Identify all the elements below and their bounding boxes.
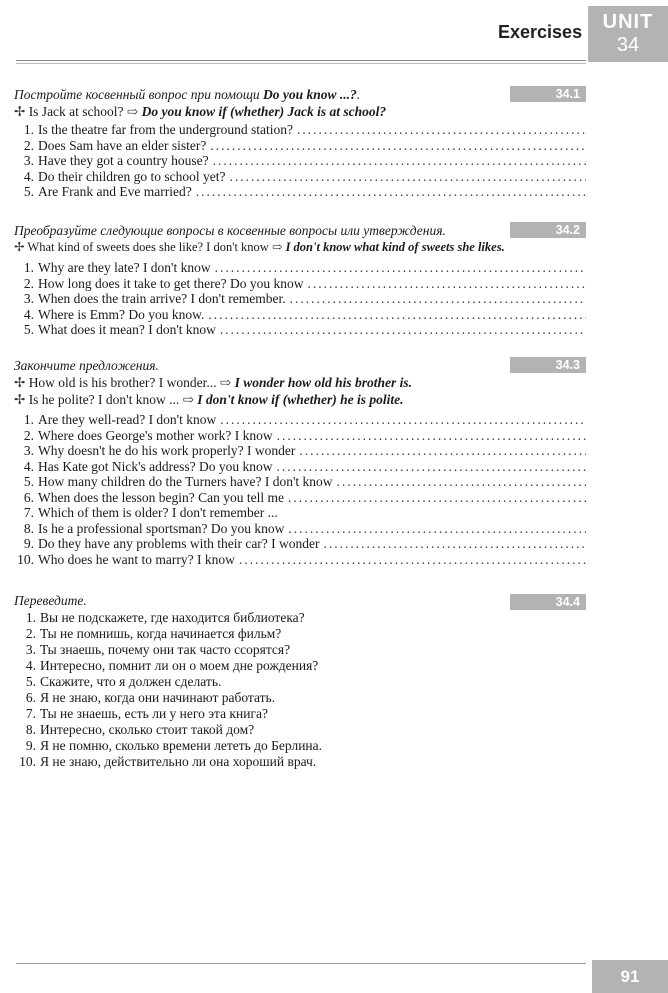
example-line bbox=[14, 374, 586, 391]
answer-line[interactable] bbox=[210, 138, 586, 154]
exercise-item bbox=[14, 642, 586, 658]
exercise-item bbox=[14, 459, 586, 475]
exercise-tag: 34.1 bbox=[510, 86, 586, 102]
item-number: 1. bbox=[25, 610, 36, 625]
item-text: Why doesn't he do his work properly? I wonder bbox=[38, 443, 296, 458]
exercise-item bbox=[14, 722, 586, 738]
exercise-tag: 34.3 bbox=[510, 357, 586, 373]
exercise-item bbox=[14, 184, 586, 200]
item-number: 5. bbox=[25, 674, 36, 689]
exercise-item bbox=[14, 291, 586, 307]
item-number: 10. bbox=[19, 754, 36, 769]
answer-line[interactable] bbox=[220, 322, 586, 338]
item-number: 4. bbox=[23, 168, 34, 184]
exercise-item bbox=[14, 552, 586, 568]
answer-line[interactable] bbox=[288, 521, 586, 537]
exercise-item bbox=[14, 610, 586, 626]
page-title: Exercises bbox=[498, 22, 583, 42]
exercise-item bbox=[14, 706, 586, 722]
item-text: Are Frank and Eve married? bbox=[38, 184, 192, 199]
item-text: Ты не знаешь, есть ли у него эта книга? bbox=[40, 706, 268, 721]
item-text: Does Sam have an elder sister? bbox=[38, 137, 207, 153]
exercise-item bbox=[14, 738, 586, 754]
header-divider-secondary bbox=[16, 63, 586, 64]
example-bullet-icon: ✢ bbox=[14, 375, 26, 390]
exercise-item bbox=[14, 521, 586, 537]
answer-line[interactable] bbox=[220, 412, 586, 428]
exercise-item bbox=[14, 754, 586, 770]
example-line bbox=[14, 103, 586, 120]
arrow-icon: ⇨ bbox=[219, 375, 232, 390]
exercise-item bbox=[14, 169, 586, 185]
item-text: Интересно, сколько стоит такой дом? bbox=[40, 722, 255, 737]
exercise-item bbox=[14, 322, 586, 338]
item-number: 2. bbox=[23, 275, 34, 291]
answer-line[interactable] bbox=[215, 260, 586, 276]
item-text: What does it mean? I don't know bbox=[38, 322, 216, 337]
example-line bbox=[14, 391, 586, 408]
item-text: When does the lesson begin? Can you tell me bbox=[38, 489, 284, 505]
example-question: What kind of sweets does she like? I don't know bbox=[27, 240, 269, 254]
arrow-icon: ⇨ bbox=[126, 104, 139, 119]
item-text: Has Kate got Nick's address? Do you know bbox=[38, 458, 273, 474]
example-answer: I don't know what kind of sweets she likes. bbox=[285, 240, 505, 254]
exercise-items bbox=[14, 122, 586, 200]
item-number: 1. bbox=[23, 260, 34, 275]
item-number: 3. bbox=[25, 642, 36, 657]
example-answer: I don't know if (whether) he is polite. bbox=[197, 392, 404, 407]
item-text: Where is Emm? Do you know. bbox=[38, 306, 205, 322]
exercise-instruction: Переведите. bbox=[14, 593, 87, 608]
item-text: Where does George's mother work? I know bbox=[38, 427, 273, 443]
item-text: Is the theatre far from the underground station? bbox=[38, 122, 294, 137]
answer-line[interactable] bbox=[299, 443, 586, 459]
exercise-item bbox=[14, 122, 586, 138]
exercise-item bbox=[14, 674, 586, 690]
answer-line[interactable] bbox=[324, 536, 586, 552]
answer-line[interactable] bbox=[213, 153, 586, 169]
example-bullet-icon: ✢ bbox=[14, 392, 26, 407]
footer-divider bbox=[16, 963, 586, 964]
exercise-item bbox=[14, 138, 586, 154]
answer-line[interactable] bbox=[277, 428, 586, 444]
unit-number: 34 bbox=[616, 34, 640, 56]
item-number: 5. bbox=[23, 322, 34, 337]
exercise-items bbox=[14, 412, 586, 567]
item-number: 3. bbox=[23, 291, 34, 306]
exercise-items bbox=[14, 260, 586, 338]
exercise-item bbox=[14, 443, 586, 459]
item-number: 5. bbox=[23, 184, 34, 199]
exercise-item bbox=[14, 505, 586, 521]
item-number: 6. bbox=[23, 489, 34, 505]
example-question: How old is his brother? I wonder... bbox=[28, 375, 217, 390]
exercise-34-4 bbox=[14, 592, 586, 770]
item-text: Я не знаю, действительно ли она хороший врач. bbox=[40, 754, 317, 769]
instruction-text: Постройте косвенный вопрос при помощи bbox=[14, 87, 264, 102]
exercise-instruction bbox=[14, 86, 586, 103]
item-text: Is he a professional sportsman? Do you know bbox=[38, 520, 285, 536]
item-text: When does the train arrive? I don't remember. bbox=[38, 291, 286, 306]
exercise-item bbox=[14, 276, 586, 292]
exercise-item bbox=[14, 474, 586, 490]
answer-line[interactable] bbox=[239, 552, 586, 568]
instruction-bold: Do you know ...? bbox=[263, 87, 357, 102]
item-number: 3. bbox=[23, 153, 34, 168]
item-text: Ты не помнишь, когда начинается фильм? bbox=[40, 626, 282, 641]
answer-line[interactable] bbox=[290, 291, 586, 307]
exercise-tag: 34.2 bbox=[510, 222, 586, 238]
answer-line[interactable] bbox=[277, 459, 586, 475]
item-text: Интересно, помнит ли он о моем дне рождения? bbox=[40, 658, 319, 673]
item-text: Вы не подскажете, где находится библиотека? bbox=[40, 610, 305, 625]
exercise-item bbox=[14, 658, 586, 674]
answer-line[interactable] bbox=[288, 490, 586, 506]
item-number: 6. bbox=[25, 690, 36, 705]
answer-line[interactable] bbox=[196, 184, 586, 200]
exercise-item bbox=[14, 490, 586, 506]
item-number: 4. bbox=[23, 458, 34, 474]
instruction-suffix: . bbox=[356, 87, 361, 102]
item-text: Who does he want to marry? I know bbox=[38, 551, 235, 567]
exercise-item bbox=[14, 260, 586, 276]
example-answer: I wonder how old his brother is. bbox=[234, 375, 413, 390]
item-number: 7. bbox=[23, 505, 34, 520]
arrow-icon: ⇨ bbox=[182, 392, 194, 407]
answer-line[interactable] bbox=[208, 307, 586, 323]
item-number: 10. bbox=[17, 551, 34, 567]
item-text: Are they well-read? I don't know bbox=[38, 412, 217, 427]
item-number: 1. bbox=[23, 412, 34, 427]
item-number: 5. bbox=[23, 474, 34, 489]
exercise-tag: 34.4 bbox=[510, 594, 586, 610]
exercise-34-1 bbox=[14, 86, 586, 200]
item-number: 4. bbox=[23, 306, 34, 322]
exercise-item bbox=[14, 153, 586, 169]
item-text: Have they got a country house? bbox=[38, 153, 209, 168]
exercise-item bbox=[14, 428, 586, 444]
exercise-item bbox=[14, 412, 586, 428]
item-number: 1. bbox=[23, 122, 34, 137]
exercise-item bbox=[14, 536, 586, 552]
item-number: 8. bbox=[25, 722, 36, 737]
answer-line[interactable] bbox=[229, 169, 586, 185]
exercise-item bbox=[14, 307, 586, 323]
exercise-item bbox=[14, 690, 586, 706]
exercise-instruction: Преобразуйте следующие вопросы в косвенные вопросы или утверждения. bbox=[14, 223, 446, 238]
exercise-items bbox=[14, 610, 586, 770]
answer-line[interactable] bbox=[337, 474, 586, 490]
exercise-instruction: Закончите предложения. bbox=[14, 358, 159, 373]
page-number: 91 bbox=[592, 960, 668, 993]
item-number: 9. bbox=[25, 738, 36, 753]
item-number: 2. bbox=[25, 626, 36, 641]
item-text: Ты знаешь, почему они так часто ссорятся? bbox=[40, 642, 291, 657]
item-text: Скажите, что я должен сделать. bbox=[40, 674, 222, 689]
arrow-icon: ⇨ bbox=[271, 240, 283, 254]
example-line bbox=[14, 239, 586, 256]
unit-label: UNIT bbox=[602, 11, 654, 33]
example-bullet-icon: ✢ bbox=[14, 104, 26, 119]
item-text: Я не знаю, когда они начинают работать. bbox=[40, 690, 276, 705]
item-number: 3. bbox=[23, 443, 34, 458]
item-text: Do their children go to school yet? bbox=[38, 168, 226, 184]
exercise-34-3 bbox=[14, 357, 586, 567]
item-text: How long does it take to get there? Do you know bbox=[38, 275, 304, 291]
exercise-item bbox=[14, 626, 586, 642]
answer-line[interactable] bbox=[307, 276, 586, 292]
item-text: Do they have any problems with their car? I wonder bbox=[38, 536, 320, 551]
example-question: Is Jack at school? bbox=[28, 104, 124, 119]
exercise-34-2 bbox=[14, 222, 586, 338]
item-number: 2. bbox=[23, 137, 34, 153]
item-text: How many children do the Turners have? I don't know bbox=[38, 474, 333, 489]
item-number: 4. bbox=[25, 658, 36, 673]
unit-badge bbox=[588, 6, 668, 62]
example-answer: Do you know if (whether) Jack is at school? bbox=[141, 104, 387, 119]
header-divider bbox=[16, 60, 586, 61]
example-question: Is he polite? I don't know ... bbox=[28, 392, 180, 407]
item-text: Why are they late? I don't know bbox=[38, 260, 211, 275]
item-number: 9. bbox=[23, 536, 34, 551]
item-text: Which of them is older? I don't remember ... bbox=[38, 505, 278, 520]
example-bullet-icon: ✢ bbox=[14, 240, 25, 254]
item-number: 7. bbox=[25, 706, 36, 721]
item-number: 8. bbox=[23, 520, 34, 536]
answer-line[interactable] bbox=[297, 122, 586, 138]
item-number: 2. bbox=[23, 427, 34, 443]
item-text: Я не помню, сколько времени лететь до Берлина. bbox=[40, 738, 323, 753]
